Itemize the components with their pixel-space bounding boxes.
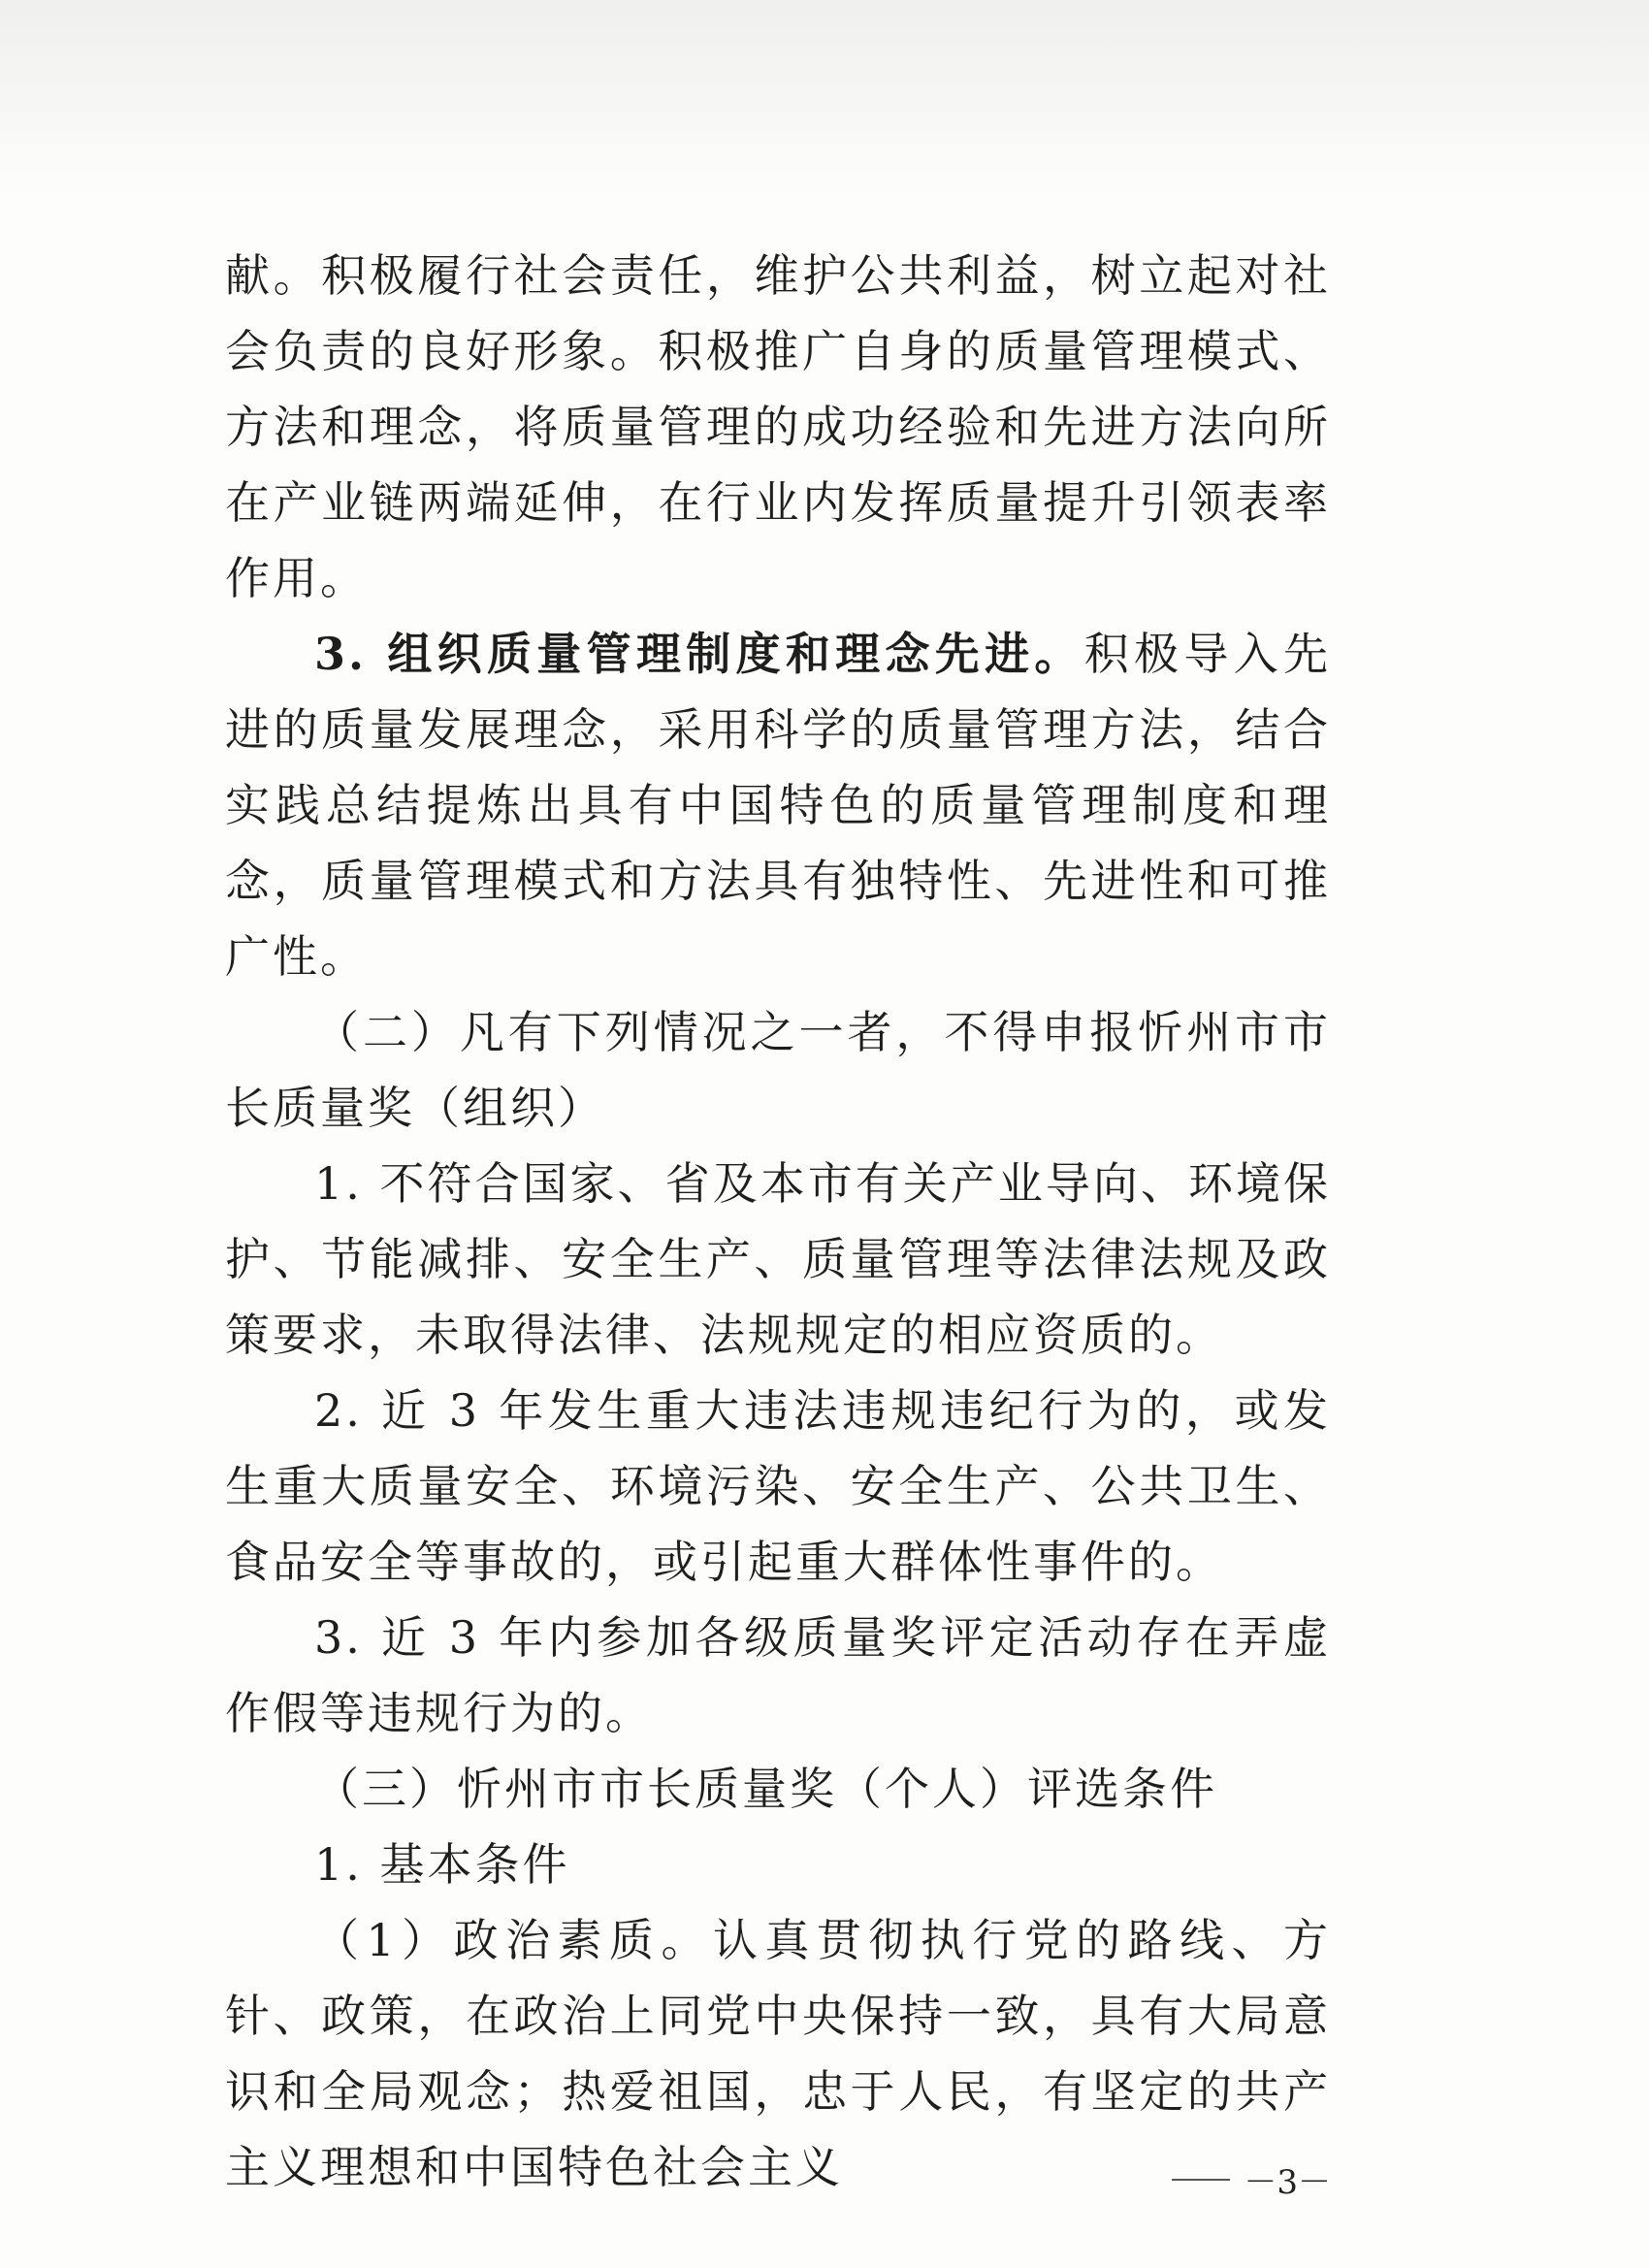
page-number: －3－: [1244, 2163, 1331, 2202]
document-body: [225, 238, 1331, 2205]
section-heading-exclusions: （二）凡有下列情况之一者，不得申报忻州市市长质量奖（组织）: [225, 1006, 1331, 1134]
footer-rule: [1172, 2179, 1230, 2181]
exclusion-item-3: 3. 近 3 年内参加各级质量奖评定活动存在弄虚作假等违规行为的。: [225, 1611, 1331, 1739]
subheading-basic-conditions: 1. 基本条件: [314, 1838, 570, 1891]
exclusion-item-1: 1. 不符合国家、省及本市有关产业导向、环境保护、节能减排、安全生产、质量管理等法律法规及政策要求，未取得法律、法规规定的相应资质的。: [225, 1157, 1331, 1361]
section-heading-individual-criteria: （三）忻州市市长质量奖（个人）评选条件: [314, 1763, 1217, 1815]
page-footer: [1172, 2155, 1331, 2203]
paragraph-item-3-advanced-management: [225, 616, 1331, 994]
paragraph-continuation: 献。积极履行社会责任，维护公共利益，树立起对社会负责的良好形象。积极推广自身的质量管理模式、方法和理念，将质量管理的成功经验和先进方法向所在产业链两端延伸，在行业内发挥质量提升引领表率作用。: [225, 249, 1331, 604]
exclusion-item-2: 2. 近 3 年发生重大违法违规违纪行为的，或发生重大质量安全、环境污染、安全生产、公共卫生、食品安全等事故的，或引起重大群体性事件的。: [225, 1384, 1331, 1588]
paragraph-body: 积极导入先进的质量发展理念，采用科学的质量管理方法，结合实践总结提炼出具有中国特色的质量管理制度和理念，质量管理模式和方法具有独特性、先进性和可推广性。: [225, 628, 1332, 983]
paragraph-lead: 3. 组织质量管理制度和理念先进。: [314, 628, 1084, 680]
criteria-political-quality: （1）政治素质。认真贯彻执行党的路线、方针、政策，在政治上同党中央保持一致，具有大局意识和全局观念；热爱祖国，忠于人民，有坚定的共产主义理想和中国特色社会主义: [225, 1914, 1331, 2193]
scan-shadow: [0, 0, 1649, 194]
